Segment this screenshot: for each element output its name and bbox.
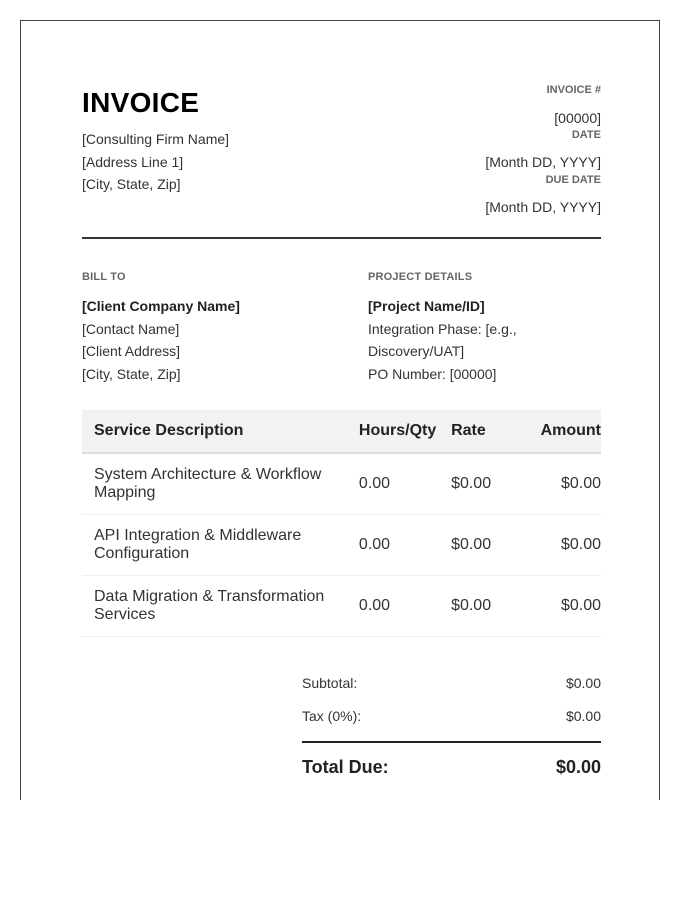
totals-divider bbox=[302, 741, 601, 743]
service-rate: $0.00 bbox=[451, 453, 520, 515]
table-row bbox=[82, 515, 601, 576]
invoice-title: INVOICE bbox=[82, 87, 200, 118]
table-row bbox=[82, 576, 601, 637]
client-contact-name: [Contact Name] bbox=[82, 320, 180, 337]
header-service-description: Service Description bbox=[82, 410, 347, 453]
firm-address-line: [Address Line 1] bbox=[82, 153, 184, 170]
service-amount: $0.00 bbox=[520, 453, 601, 515]
header-hours-qty: Hours/Qty bbox=[347, 410, 451, 453]
invoice-sheet bbox=[20, 20, 660, 800]
project-details-block bbox=[368, 270, 601, 385]
invoice-number-label: INVOICE # bbox=[546, 84, 601, 96]
totals-block bbox=[302, 672, 601, 778]
service-description: API Integration & Middleware Configuration bbox=[82, 515, 347, 576]
client-city-state-zip: [City, State, Zip] bbox=[82, 365, 181, 382]
due-date-value: [Month DD, YYYY] bbox=[485, 199, 601, 215]
invoice-meta bbox=[381, 83, 601, 218]
service-description: System Architecture & Workflow Mapping bbox=[82, 453, 347, 515]
po-number: PO Number: [00000] bbox=[368, 365, 497, 382]
tax-label: Tax (0%): bbox=[302, 708, 362, 724]
invoice-number-value: [00000] bbox=[554, 110, 601, 126]
client-company-name: [Client Company Name] bbox=[82, 298, 240, 314]
firm-address-block bbox=[82, 128, 229, 196]
integration-phase-line1: Integration Phase: [e.g., bbox=[368, 320, 517, 337]
service-qty: 0.00 bbox=[347, 453, 451, 515]
due-date-label: DUE DATE bbox=[545, 174, 601, 186]
service-amount: $0.00 bbox=[520, 576, 601, 637]
subtotal-label: Subtotal: bbox=[302, 675, 358, 691]
subtotal-row bbox=[302, 672, 601, 705]
header-amount: Amount bbox=[520, 410, 601, 453]
service-qty: 0.00 bbox=[347, 515, 451, 576]
project-name: [Project Name/ID] bbox=[368, 298, 485, 314]
header-divider bbox=[82, 237, 601, 239]
subtotal-value: $0.00 bbox=[565, 675, 601, 691]
table-row bbox=[82, 453, 601, 515]
client-address: [Client Address] bbox=[82, 343, 181, 359]
bill-to-label: BILL TO bbox=[82, 271, 126, 283]
table-header-row bbox=[82, 410, 601, 453]
service-description: Data Migration & Transformation Services bbox=[82, 576, 347, 637]
services-table bbox=[82, 410, 601, 637]
tax-value: $0.00 bbox=[565, 708, 601, 724]
bill-to-block bbox=[82, 270, 332, 385]
total-due-label: Total Due: bbox=[302, 757, 389, 777]
service-amount: $0.00 bbox=[520, 515, 601, 576]
firm-name: [Consulting Firm Name] bbox=[82, 131, 230, 147]
date-value: [Month DD, YYYY] bbox=[485, 154, 601, 170]
integration-phase-line2: Discovery/UAT] bbox=[368, 343, 465, 359]
firm-city-state-zip: [City, State, Zip] bbox=[82, 176, 181, 192]
total-due-value: $0.00 bbox=[555, 757, 601, 777]
service-qty: 0.00 bbox=[347, 576, 451, 637]
date-label: DATE bbox=[571, 129, 601, 141]
tax-row bbox=[302, 705, 601, 738]
service-rate: $0.00 bbox=[451, 576, 520, 637]
total-due-row bbox=[302, 756, 601, 778]
project-details-label: PROJECT DETAILS bbox=[368, 271, 473, 283]
service-rate: $0.00 bbox=[451, 515, 520, 576]
header-rate: Rate bbox=[451, 410, 520, 453]
